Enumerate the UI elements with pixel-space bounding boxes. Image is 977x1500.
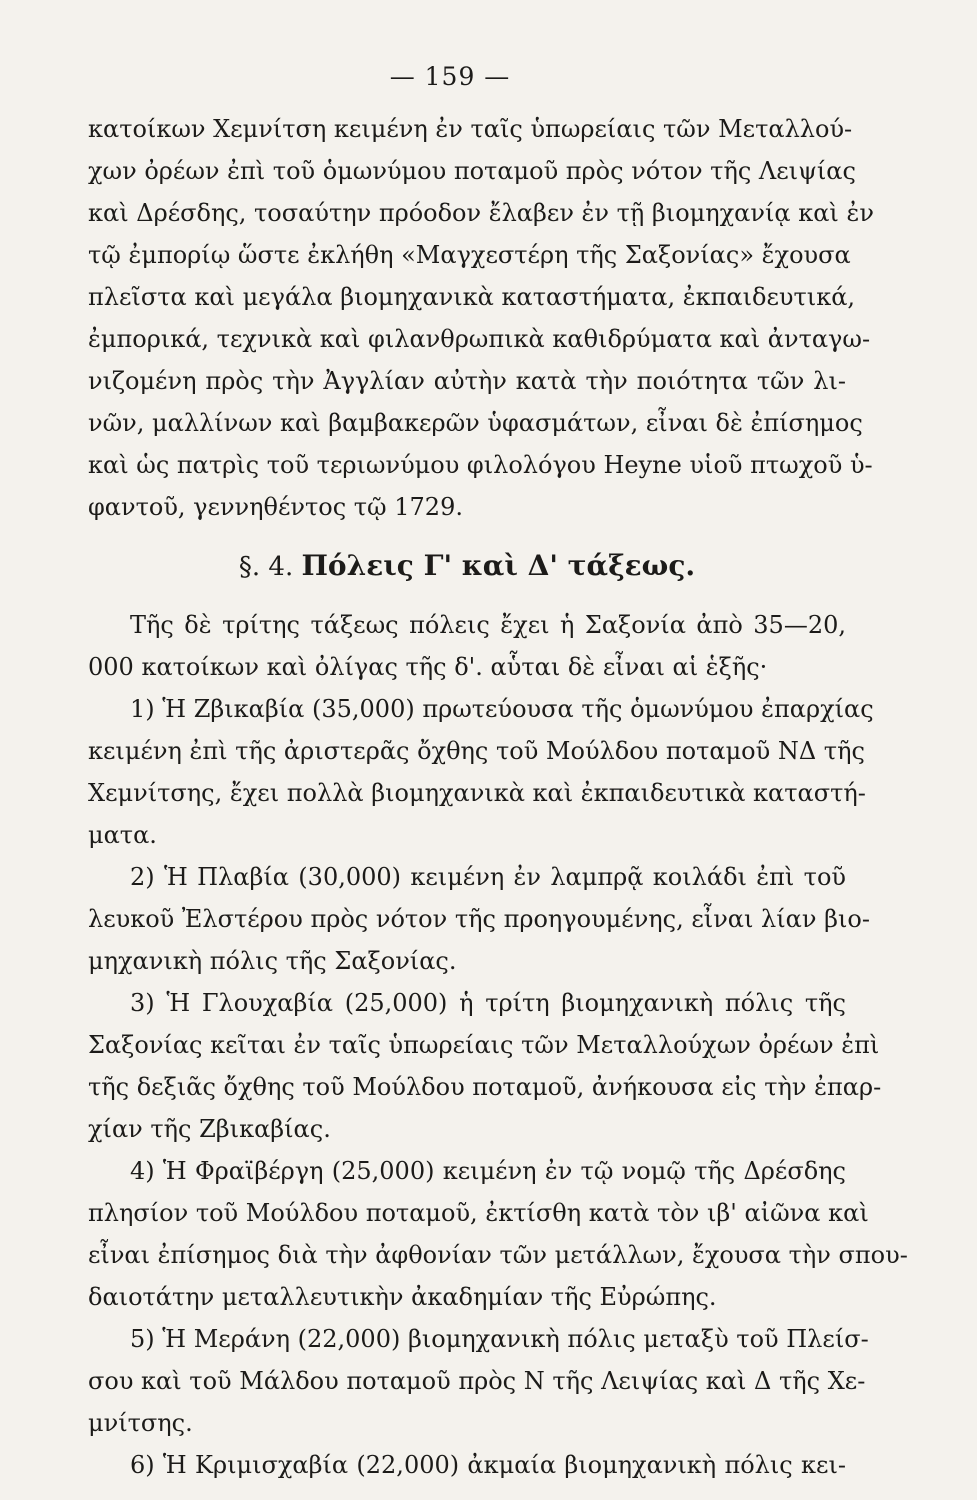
text-line: 1) Ἡ Ζβικαβία (35,000) πρωτεύουσα τῆς ὁμωνύμου ἐπαρχίας bbox=[130, 695, 874, 723]
text-line: εἶναι ἐπίσημος διὰ τὴν ἀφθονίαν τῶν μετάλλων, ἔχουσα τὴν σπου- bbox=[88, 1241, 908, 1269]
text-line: καὶ ὡς πατρὶς τοῦ τεριωνύμου φιλολόγου Heyne υἱοῦ πτωχοῦ ὑ- bbox=[88, 451, 873, 479]
text-line: Σαξονίας κεῖται ἐν ταῖς ὑπωρείαις τῶν Μεταλλούχων ὀρέων ἐπὶ bbox=[88, 1031, 880, 1059]
text-line: δαιοτάτην μεταλλευτικὴν ἀκαδημίαν τῆς Εὐρώπης. bbox=[88, 1283, 717, 1311]
text-line: 5) Ἡ Μεράνη (22,000) βιομηχανικὴ πόλις μεταξὺ τοῦ Πλείσ- bbox=[130, 1325, 869, 1353]
city-item-3 bbox=[88, 982, 882, 1150]
city-item-6 bbox=[88, 1444, 846, 1486]
text-line: 2) Ἡ Πλαβία (30,000) κειμένη ἐν λαμπρᾷ κοιλάδι ἐπὶ τοῦ bbox=[130, 863, 846, 891]
text-line: φαντοῦ, γεννηθέντος τῷ 1729. bbox=[88, 493, 463, 521]
text-line: κατοίκων Χεμνίτση κειμένη ἐν ταῖς ὑπωρείαις τῶν Μεταλλού- bbox=[88, 115, 853, 143]
intro-paragraph bbox=[88, 108, 874, 528]
text-line: Χεμνίτσης, ἔχει πολλὰ βιομηχανικὰ καὶ ἐκπαιδευτικὰ καταστή- bbox=[88, 779, 866, 807]
text-line: χων ὀρέων ἐπὶ τοῦ ὁμωνύμου ποταμοῦ πρὸς νότον τῆς Λειψίας bbox=[88, 157, 856, 185]
text-line: πλεῖστα καὶ μεγάλα βιομηχανικὰ καταστήματα, ἐκπαιδευτικά, bbox=[88, 283, 856, 311]
section-intro bbox=[88, 604, 846, 688]
text-line: 6) Ἡ Κριμισχαβία (22,000) ἀκμαία βιομηχανικὴ πόλις κει- bbox=[130, 1451, 846, 1479]
text-line: 4) Ἡ Φραϊβέργη (25,000) κειμένη ἐν τῷ νομῷ τῆς Δρέσδης bbox=[130, 1157, 846, 1185]
text-line: 000 κατοίκων καὶ ὀλίγας τῆς δ'. αὗται δὲ εἶναι αἱ ἑξῆς· bbox=[88, 653, 768, 681]
text-line: νιζομένη πρὸς τὴν Ἀγγλίαν αὐτὴν κατὰ τὴν ποιότητα τῶν λι- bbox=[88, 367, 846, 395]
text-line: ματα. bbox=[88, 821, 157, 849]
text-line: σου καὶ τοῦ Μάλδου ποταμοῦ πρὸς Ν τῆς Λειψίας καὶ Δ τῆς Χε- bbox=[88, 1367, 866, 1395]
page-number: — 159 — bbox=[389, 62, 511, 91]
text-line: καὶ Δρέσδης, τοσαύτην πρόοδον ἔλαβεν ἐν τῇ βιομηχανίᾳ καὶ ἐν bbox=[88, 199, 874, 227]
section-title: Πόλεις Γ' καὶ Δ' τάξεως. bbox=[301, 549, 696, 582]
text-line: ἐμπορικά, τεχνικὰ καὶ φιλανθρωπικὰ καθιδρύματα καὶ ἀνταγω- bbox=[88, 325, 871, 353]
text-line: πλησίον τοῦ Μούλδου ποταμοῦ, ἐκτίσθη κατὰ τὸν ιβ' αἰῶνα καὶ bbox=[88, 1199, 869, 1227]
text-line: νῶν, μαλλίνων καὶ βαμβακερῶν ὑφασμάτων, εἶναι δὲ ἐπίσημος bbox=[88, 409, 863, 437]
city-item-1 bbox=[88, 688, 874, 856]
city-item-5 bbox=[88, 1318, 869, 1444]
text-line: μνίτσης. bbox=[88, 1409, 193, 1437]
section-heading bbox=[88, 528, 846, 604]
section-number: §. 4. bbox=[238, 552, 294, 582]
text-block bbox=[88, 108, 908, 1486]
text-line: χίαν τῆς Ζβικαβίας. bbox=[88, 1115, 331, 1143]
city-item-2 bbox=[88, 856, 870, 982]
text-line: τῆς δεξιᾶς ὄχθης τοῦ Μούλδου ποταμοῦ, ἀνήκουσα εἰς τὴν ἐπαρ- bbox=[88, 1073, 882, 1101]
city-item-4 bbox=[88, 1150, 908, 1318]
text-line: τῷ ἐμπορίῳ ὥστε ἐκλήθη «Μαγχεστέρη τῆς Σαξονίας» ἔχουσα bbox=[88, 241, 851, 269]
text-line: Τῆς δὲ τρίτης τάξεως πόλεις ἔχει ἡ Σαξονία ἀπὸ 35—20, bbox=[130, 611, 846, 639]
text-line: μηχανικὴ πόλις τῆς Σαξονίας. bbox=[88, 947, 457, 975]
text-line: λευκοῦ Ἐλστέρου πρὸς νότον τῆς προηγουμένης, εἶναι λίαν βιο- bbox=[88, 905, 870, 933]
text-line: κειμένη ἐπὶ τῆς ἀριστερᾶς ὄχθης τοῦ Μούλδου ποταμοῦ ΝΔ τῆς bbox=[88, 737, 865, 765]
text-line: 3) Ἡ Γλουχαβία (25,000) ἡ τρίτη βιομηχανικὴ πόλις τῆς bbox=[130, 989, 846, 1017]
